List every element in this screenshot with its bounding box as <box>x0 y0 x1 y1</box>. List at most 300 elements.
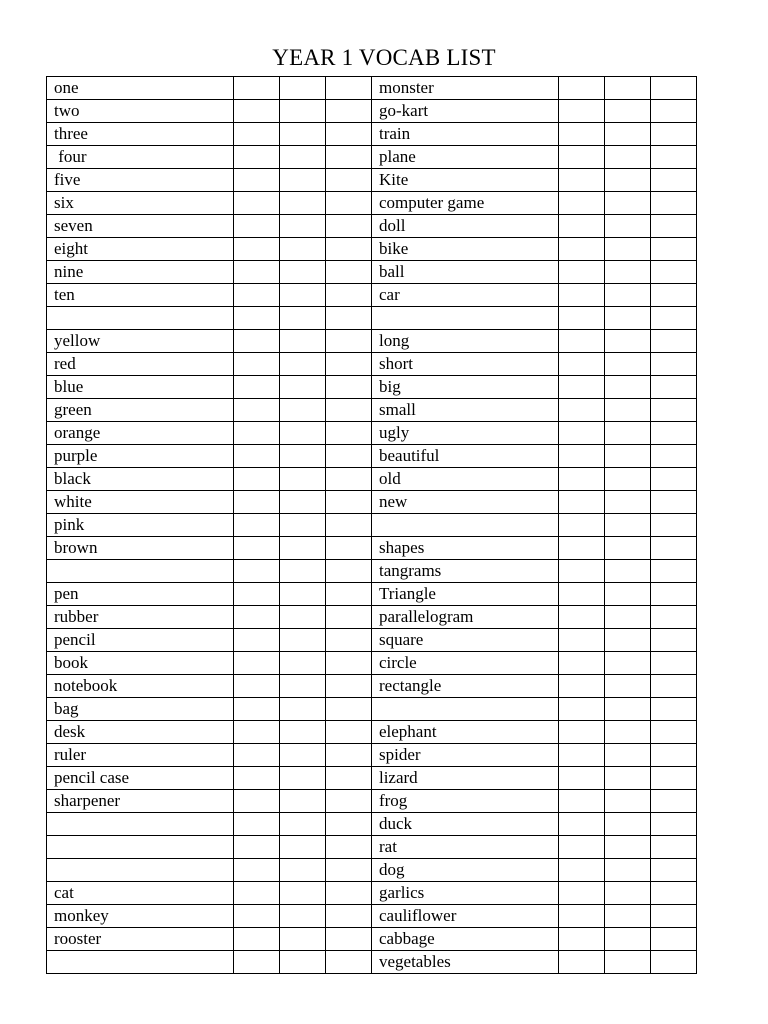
vocab-word-left: pink <box>47 514 234 537</box>
table-row <box>47 261 697 284</box>
blank-cell <box>279 583 325 606</box>
blank-cell <box>279 882 325 905</box>
blank-cell <box>279 215 325 238</box>
vocab-word-right: Kite <box>371 169 558 192</box>
table-row <box>47 123 697 146</box>
table-row <box>47 422 697 445</box>
blank-cell <box>604 514 650 537</box>
blank-cell <box>558 813 604 836</box>
blank-cell <box>604 77 650 100</box>
blank-cell <box>325 721 371 744</box>
blank-cell <box>604 192 650 215</box>
blank-cell <box>650 422 696 445</box>
table-row <box>47 445 697 468</box>
table-row <box>47 307 697 330</box>
vocab-word-left: ruler <box>47 744 234 767</box>
page-title: YEAR 1 VOCAB LIST <box>272 45 496 70</box>
vocab-word-right: frog <box>371 790 558 813</box>
blank-cell <box>558 698 604 721</box>
blank-cell <box>558 905 604 928</box>
blank-cell <box>650 721 696 744</box>
vocab-word-right: ball <box>371 261 558 284</box>
blank-cell <box>279 491 325 514</box>
table-row <box>47 951 697 974</box>
blank-cell <box>604 951 650 974</box>
vocab-word-right: parallelogram <box>371 606 558 629</box>
blank-cell <box>558 836 604 859</box>
blank-cell <box>604 836 650 859</box>
vocab-word-right: spider <box>371 744 558 767</box>
blank-cell <box>279 468 325 491</box>
table-row <box>47 790 697 813</box>
blank-cell <box>233 767 279 790</box>
blank-cell <box>233 169 279 192</box>
table-row <box>47 100 697 123</box>
vocab-word-left: white <box>47 491 234 514</box>
blank-cell <box>558 284 604 307</box>
blank-cell <box>325 77 371 100</box>
blank-cell <box>558 675 604 698</box>
vocab-word-right: car <box>371 284 558 307</box>
blank-cell <box>604 790 650 813</box>
blank-cell <box>604 261 650 284</box>
blank-cell <box>650 123 696 146</box>
blank-cell <box>325 330 371 353</box>
blank-cell <box>558 100 604 123</box>
blank-cell <box>325 951 371 974</box>
table-row <box>47 905 697 928</box>
blank-cell <box>233 123 279 146</box>
blank-cell <box>233 652 279 675</box>
vocab-word-left: pencil <box>47 629 234 652</box>
blank-cell <box>279 629 325 652</box>
vocab-word-left <box>47 307 234 330</box>
blank-cell <box>650 514 696 537</box>
blank-cell <box>325 261 371 284</box>
table-row <box>47 675 697 698</box>
table-row <box>47 77 697 100</box>
blank-cell <box>325 445 371 468</box>
blank-cell <box>558 353 604 376</box>
blank-cell <box>325 284 371 307</box>
blank-cell <box>233 399 279 422</box>
blank-cell <box>650 698 696 721</box>
blank-cell <box>650 859 696 882</box>
blank-cell <box>325 698 371 721</box>
blank-cell <box>558 514 604 537</box>
blank-cell <box>650 215 696 238</box>
blank-cell <box>279 905 325 928</box>
blank-cell <box>650 813 696 836</box>
vocab-word-right: train <box>371 123 558 146</box>
blank-cell <box>604 721 650 744</box>
vocab-word-left: orange <box>47 422 234 445</box>
table-row <box>47 284 697 307</box>
blank-cell <box>233 284 279 307</box>
blank-cell <box>233 353 279 376</box>
blank-cell <box>558 560 604 583</box>
vocab-word-left: book <box>47 652 234 675</box>
blank-cell <box>233 537 279 560</box>
vocab-word-right: cauliflower <box>371 905 558 928</box>
blank-cell <box>279 169 325 192</box>
blank-cell <box>604 882 650 905</box>
vocab-word-right: duck <box>371 813 558 836</box>
table-row <box>47 399 697 422</box>
blank-cell <box>233 491 279 514</box>
vocab-word-right: doll <box>371 215 558 238</box>
table-row <box>47 859 697 882</box>
blank-cell <box>233 215 279 238</box>
blank-cell <box>325 238 371 261</box>
blank-cell <box>604 537 650 560</box>
blank-cell <box>233 238 279 261</box>
blank-cell <box>233 560 279 583</box>
blank-cell <box>279 261 325 284</box>
blank-cell <box>558 928 604 951</box>
blank-cell <box>233 836 279 859</box>
blank-cell <box>604 583 650 606</box>
blank-cell <box>233 514 279 537</box>
vocab-word-left: pencil case <box>47 767 234 790</box>
blank-cell <box>558 238 604 261</box>
table-row <box>47 767 697 790</box>
blank-cell <box>233 698 279 721</box>
blank-cell <box>279 100 325 123</box>
blank-cell <box>650 77 696 100</box>
blank-cell <box>279 928 325 951</box>
table-row <box>47 606 697 629</box>
blank-cell <box>233 376 279 399</box>
blank-cell <box>325 859 371 882</box>
blank-cell <box>650 767 696 790</box>
blank-cell <box>233 882 279 905</box>
blank-cell <box>279 721 325 744</box>
table-row <box>47 882 697 905</box>
blank-cell <box>279 813 325 836</box>
blank-cell <box>650 238 696 261</box>
table-row <box>47 928 697 951</box>
vocab-word-left: pen <box>47 583 234 606</box>
blank-cell <box>279 767 325 790</box>
blank-cell <box>604 146 650 169</box>
blank-cell <box>650 560 696 583</box>
blank-cell <box>233 77 279 100</box>
blank-cell <box>558 767 604 790</box>
blank-cell <box>325 399 371 422</box>
vocab-word-left <box>47 813 234 836</box>
blank-cell <box>558 261 604 284</box>
blank-cell <box>233 905 279 928</box>
blank-cell <box>604 675 650 698</box>
table-row <box>47 468 697 491</box>
blank-cell <box>279 514 325 537</box>
blank-cell <box>325 123 371 146</box>
blank-cell <box>604 215 650 238</box>
blank-cell <box>558 606 604 629</box>
blank-cell <box>604 307 650 330</box>
blank-cell <box>325 675 371 698</box>
blank-cell <box>604 813 650 836</box>
blank-cell <box>279 652 325 675</box>
blank-cell <box>604 376 650 399</box>
blank-cell <box>325 652 371 675</box>
blank-cell <box>233 445 279 468</box>
blank-cell <box>558 468 604 491</box>
blank-cell <box>233 928 279 951</box>
vocab-word-right: short <box>371 353 558 376</box>
blank-cell <box>558 146 604 169</box>
blank-cell <box>325 744 371 767</box>
blank-cell <box>325 468 371 491</box>
blank-cell <box>325 905 371 928</box>
blank-cell <box>233 307 279 330</box>
blank-cell <box>233 790 279 813</box>
vocab-word-left: bag <box>47 698 234 721</box>
blank-cell <box>650 330 696 353</box>
vocab-word-left: seven <box>47 215 234 238</box>
blank-cell <box>279 445 325 468</box>
blank-cell <box>558 445 604 468</box>
blank-cell <box>650 169 696 192</box>
vocab-word-right: big <box>371 376 558 399</box>
blank-cell <box>325 629 371 652</box>
blank-cell <box>279 376 325 399</box>
vocab-word-right: old <box>371 468 558 491</box>
blank-cell <box>650 284 696 307</box>
table-row <box>47 629 697 652</box>
blank-cell <box>279 675 325 698</box>
blank-cell <box>233 606 279 629</box>
blank-cell <box>650 652 696 675</box>
vocab-word-right: ugly <box>371 422 558 445</box>
blank-cell <box>279 77 325 100</box>
table-row <box>47 215 697 238</box>
table-row <box>47 514 697 537</box>
vocab-word-right: small <box>371 399 558 422</box>
blank-cell <box>558 376 604 399</box>
blank-cell <box>279 951 325 974</box>
blank-cell <box>325 882 371 905</box>
blank-cell <box>233 951 279 974</box>
vocab-word-left: four <box>47 146 234 169</box>
vocab-table <box>46 76 697 974</box>
vocab-word-right: lizard <box>371 767 558 790</box>
vocab-word-left: eight <box>47 238 234 261</box>
blank-cell <box>325 514 371 537</box>
blank-cell <box>604 560 650 583</box>
blank-cell <box>325 836 371 859</box>
blank-cell <box>325 307 371 330</box>
vocab-word-right: circle <box>371 652 558 675</box>
blank-cell <box>650 307 696 330</box>
blank-cell <box>558 330 604 353</box>
blank-cell <box>558 951 604 974</box>
vocab-table-body <box>47 77 697 974</box>
blank-cell <box>325 560 371 583</box>
blank-cell <box>233 330 279 353</box>
blank-cell <box>650 790 696 813</box>
vocab-word-right: long <box>371 330 558 353</box>
vocab-word-left <box>47 859 234 882</box>
blank-cell <box>604 928 650 951</box>
vocab-word-right: Triangle <box>371 583 558 606</box>
blank-cell <box>233 744 279 767</box>
blank-cell <box>604 330 650 353</box>
blank-cell <box>325 491 371 514</box>
blank-cell <box>233 629 279 652</box>
vocab-word-left: desk <box>47 721 234 744</box>
vocab-word-right: monster <box>371 77 558 100</box>
blank-cell <box>558 652 604 675</box>
vocab-word-right: dog <box>371 859 558 882</box>
blank-cell <box>325 192 371 215</box>
blank-cell <box>650 100 696 123</box>
blank-cell <box>650 928 696 951</box>
blank-cell <box>279 744 325 767</box>
table-row <box>47 583 697 606</box>
vocab-word-right: shapes <box>371 537 558 560</box>
blank-cell <box>604 422 650 445</box>
blank-cell <box>604 859 650 882</box>
blank-cell <box>650 376 696 399</box>
blank-cell <box>650 583 696 606</box>
blank-cell <box>604 284 650 307</box>
blank-cell <box>604 445 650 468</box>
vocab-word-right: elephant <box>371 721 558 744</box>
blank-cell <box>325 928 371 951</box>
blank-cell <box>558 744 604 767</box>
vocab-word-left <box>47 560 234 583</box>
table-row <box>47 491 697 514</box>
blank-cell <box>604 100 650 123</box>
blank-cell <box>558 77 604 100</box>
vocab-word-left: yellow <box>47 330 234 353</box>
blank-cell <box>650 192 696 215</box>
blank-cell <box>558 215 604 238</box>
vocab-word-right <box>371 698 558 721</box>
table-row <box>47 813 697 836</box>
blank-cell <box>279 284 325 307</box>
blank-cell <box>233 859 279 882</box>
blank-cell <box>233 721 279 744</box>
blank-cell <box>325 146 371 169</box>
vocab-word-left <box>47 836 234 859</box>
vocab-word-left: ten <box>47 284 234 307</box>
blank-cell <box>325 790 371 813</box>
blank-cell <box>233 813 279 836</box>
vocab-word-left: notebook <box>47 675 234 698</box>
vocab-word-left: purple <box>47 445 234 468</box>
blank-cell <box>558 583 604 606</box>
vocab-word-right: square <box>371 629 558 652</box>
blank-cell <box>558 537 604 560</box>
vocab-word-right: rectangle <box>371 675 558 698</box>
blank-cell <box>558 790 604 813</box>
blank-cell <box>604 744 650 767</box>
blank-cell <box>279 836 325 859</box>
blank-cell <box>604 353 650 376</box>
blank-cell <box>558 422 604 445</box>
blank-cell <box>325 583 371 606</box>
blank-cell <box>233 192 279 215</box>
vocab-word-left: two <box>47 100 234 123</box>
blank-cell <box>325 767 371 790</box>
blank-cell <box>558 882 604 905</box>
vocab-word-left: monkey <box>47 905 234 928</box>
blank-cell <box>650 836 696 859</box>
blank-cell <box>650 905 696 928</box>
blank-cell <box>279 238 325 261</box>
vocab-word-right: plane <box>371 146 558 169</box>
blank-cell <box>325 606 371 629</box>
blank-cell <box>325 537 371 560</box>
blank-cell <box>558 307 604 330</box>
blank-cell <box>604 606 650 629</box>
blank-cell <box>558 399 604 422</box>
blank-cell <box>233 583 279 606</box>
table-row <box>47 836 697 859</box>
blank-cell <box>604 491 650 514</box>
vocab-word-right <box>371 307 558 330</box>
vocab-word-left: red <box>47 353 234 376</box>
blank-cell <box>604 399 650 422</box>
blank-cell <box>604 652 650 675</box>
vocab-word-left: one <box>47 77 234 100</box>
vocab-word-right <box>371 514 558 537</box>
table-row <box>47 537 697 560</box>
blank-cell <box>233 468 279 491</box>
vocab-word-left: cat <box>47 882 234 905</box>
blank-cell <box>325 100 371 123</box>
blank-cell <box>325 813 371 836</box>
blank-cell <box>650 882 696 905</box>
blank-cell <box>279 123 325 146</box>
vocab-word-right: garlics <box>371 882 558 905</box>
blank-cell <box>650 537 696 560</box>
blank-cell <box>650 261 696 284</box>
blank-cell <box>233 422 279 445</box>
table-row <box>47 192 697 215</box>
table-row <box>47 330 697 353</box>
blank-cell <box>325 422 371 445</box>
blank-cell <box>650 146 696 169</box>
blank-cell <box>604 169 650 192</box>
blank-cell <box>279 353 325 376</box>
vocab-word-left: black <box>47 468 234 491</box>
blank-cell <box>325 376 371 399</box>
blank-cell <box>279 307 325 330</box>
blank-cell <box>279 399 325 422</box>
blank-cell <box>233 146 279 169</box>
vocab-word-left: rooster <box>47 928 234 951</box>
blank-cell <box>650 445 696 468</box>
blank-cell <box>325 215 371 238</box>
blank-cell <box>558 629 604 652</box>
vocab-word-right: beautiful <box>371 445 558 468</box>
blank-cell <box>558 192 604 215</box>
blank-cell <box>558 123 604 146</box>
blank-cell <box>558 859 604 882</box>
table-row <box>47 238 697 261</box>
table-row <box>47 376 697 399</box>
vocab-word-left <box>47 951 234 974</box>
blank-cell <box>279 606 325 629</box>
blank-cell <box>558 169 604 192</box>
blank-cell <box>279 146 325 169</box>
blank-cell <box>604 905 650 928</box>
vocab-word-left: green <box>47 399 234 422</box>
